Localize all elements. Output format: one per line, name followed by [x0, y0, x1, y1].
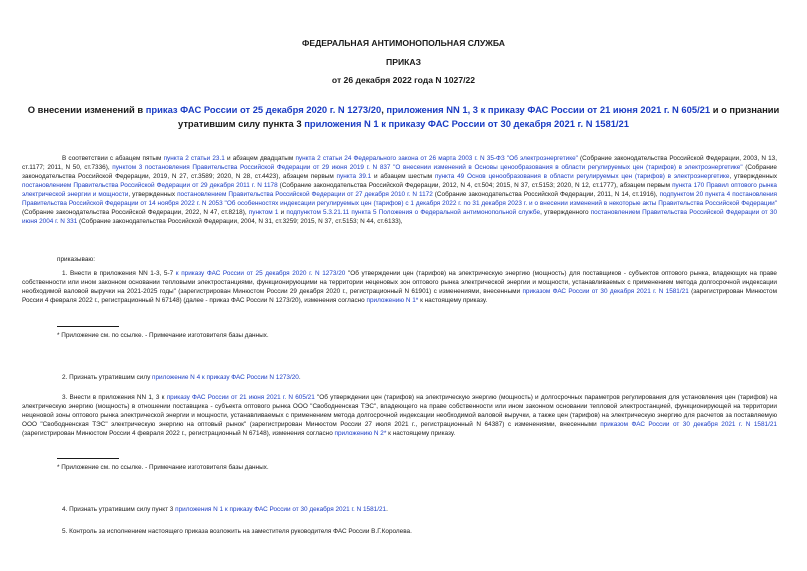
agency-heading: ФЕДЕРАЛЬНАЯ АНТИМОНОПОЛЬНАЯ СЛУЖБА	[302, 38, 505, 48]
preamble-link[interactable]: постановлением Правительства Российской Федерации от 27 декабря 2010 г. N 1172	[177, 191, 433, 198]
preamble-text: (Собрание законодательства Российской Федерации, 2022, N 47, ст.8218),	[22, 209, 249, 216]
preamble-text: (Собрание законодательства Российской Федерации, 2019, N 27, ст.3589; 2020, N 28, ст.4423), абзацем первым	[22, 164, 777, 180]
preamble-link[interactable]: постановлением Правительства Российской Федерации от 30 июня 2004 г. N 331	[22, 209, 778, 225]
item-text: к настоящему приказу.	[386, 430, 456, 437]
preamble-text: В соответствии с абзацем пятым	[62, 155, 164, 162]
title-link-order-1581[interactable]: приложения N 1 к приказу ФАС России от 30 декабря 2021 г. N 1581/21	[304, 118, 629, 129]
preamble-link[interactable]: подпунктом 20 пункта 4 постановления Правительства Российской Федерации от 14 ноября 2022 г. N 2053 "Об особенностях индексации регулируемых цен (тарифов) с 1 декабря 2022 г. по 31 декабря 2023 г. и о внесении изменений в некоторые акты Правительства Российской Федерации"	[22, 191, 777, 207]
item-1-link-order-1581[interactable]: приказом ФАС России от 30 декабря 2021 г. N 1581/21	[522, 288, 689, 295]
item-1-link-appendix-1[interactable]: приложению N 1*	[366, 297, 419, 304]
preamble-link[interactable]: пункта 2 статьи 24 Федерального закона от 26 марта 2003 г. N 35-ФЗ "Об электроэнергетике"	[295, 155, 578, 162]
item-3-link-order-1581[interactable]: приказом ФАС России от 30 декабря 2021 г. N 1581/21	[600, 421, 777, 428]
item-1-paragraph	[22, 269, 777, 305]
item-3-link-appendix-2[interactable]: приложению N 2*	[334, 430, 387, 437]
title-text: и о признании утратившим силу пункта 3	[178, 104, 780, 129]
preamble-paragraph	[22, 154, 777, 226]
preamble-text: (Собрание законодательства Российской Федерации, 2012, N 4, ст.504; 2015, N 37, ст.5153; 2020, N 12, ст.1777), абзацем первым	[277, 182, 673, 189]
title-text: ,	[381, 104, 387, 115]
item-text: 3. Внести в приложения NN 1, 3 к	[62, 394, 167, 401]
preamble-link[interactable]: пункта 170 Правил оптового рынка электрической энергии и мощности	[22, 182, 777, 198]
item-4-paragraph	[22, 505, 777, 514]
item-5-paragraph: 5. Контроль за исполнением настоящего приказа возложить на заместителя руководителя ФАС России В.Г.Королева.	[62, 528, 412, 535]
preamble-text: , утвержденного	[540, 209, 591, 216]
item-text: (зарегистрирован Минюстом России 4 февраля 2022 г., регистрационный N 67148), изменения согласно	[22, 430, 335, 437]
preamble-link[interactable]: пункта 2 статьи 23.1	[163, 155, 225, 162]
item-3-link-order-605[interactable]: приказу ФАС России от 21 июня 2021 г. N 605/21	[166, 394, 315, 401]
item-text: 1. Внести в приложения NN 1-3, 5-7	[62, 270, 176, 277]
title-link-order-1273[interactable]: приказ ФАС России от 25 декабря 2020 г. N 1273/20	[145, 104, 382, 115]
title-text: О внесении изменений в	[27, 104, 146, 115]
preamble-text: и абзацем двадцатым	[224, 155, 296, 162]
preamble-link[interactable]: пункта 49 Основ ценообразования в области регулируемых цен (тарифов) в электроэнергетике	[434, 173, 730, 180]
preamble-text: , утвержденных	[729, 173, 778, 180]
date-number-heading: от 26 декабря 2022 года N 1027/22	[331, 75, 476, 85]
item-2-link-appendix-4[interactable]: приложение N 4 к приказу ФАС России N 1273/20	[152, 374, 299, 381]
item-text: 4. Признать утратившим силу пункт 3	[62, 506, 176, 513]
preamble-link[interactable]: пунктом 1	[248, 209, 279, 216]
preamble-text: (Собрание законодательства Российской Федерации, 2003, N 13, ст.1177; 2011, N 50, ст.7336),	[22, 155, 777, 171]
item-3-paragraph	[22, 393, 777, 438]
item-1-link-order-1273[interactable]: к приказу ФАС России от 25 декабря 2020 г. N 1273/20	[175, 270, 346, 277]
preamble-link[interactable]: пунктом 3 постановления Правительства Российской Федерации от 29 июня 2019 г. N 837 "О внесении изменений в Основы ценообразования в области регулируемых цен (тарифов) в электроэнергетике"	[112, 164, 743, 171]
preamble-link[interactable]: пункта 39.1	[336, 173, 372, 180]
item-text: .	[386, 506, 388, 513]
item-text: 2. Признать утратившим силу	[62, 374, 153, 381]
document-title	[22, 103, 785, 131]
preamble-link[interactable]: постановлением Правительства Российской Федерации от 29 декабря 2011 г. N 1178	[22, 182, 278, 189]
document-type-heading: ПРИКАЗ	[386, 57, 421, 67]
preamble-text: и абзацем шестым	[371, 173, 435, 180]
preamble-text: (Собрание законодательства Российской Федерации, 2011, N 14, ст.1916),	[432, 191, 660, 198]
footnote-1: * Приложение см. по ссылке. - Примечание изготовителя базы данных.	[57, 332, 269, 339]
item-2-paragraph	[22, 373, 777, 382]
preamble-text: (Собрание законодательства Российской Федерации, 2004, N 31, ст.3259; 2015, N 37, ст.5153; N 44, ст.6133),	[77, 218, 403, 225]
item-4-link-order-1581[interactable]: приложения N 1 к приказу ФАС России от 30 декабря 2021 г. N 1581/21	[175, 506, 387, 513]
item-text: "Об утверждении цен (тарифов) на электрическую энергию (мощность) и долгосрочных параметров регулирования для установления цен (тарифов) на электрическую энергию (мощность) в отношении поставщика - субъекта оптового рынка ООО "Свободненская ТЭС", владеющего на праве собственности или ином законном основании тепловой электростанцией, функционирующей на территории неценовой зоны оптового рынка электрической энергии и мощности, устанавливаемых с применением метода долгосрочной индексации необходимой валовой выручки, а также цен (тарифов) на электрическую энергию для расчетов за поставляемую ООО "Свободненская ТЭС" электрическую энергию на оптовый рынок" (зарегистрирован Минюстом России 27 июля 2021 г., регистрационный N 64387) с изменениями, внесенными	[22, 394, 778, 428]
preamble-text: , утвержденных	[128, 191, 178, 198]
order-word: приказываю:	[57, 256, 95, 263]
footnote-divider	[57, 326, 119, 327]
preamble-link[interactable]: подпунктом 5.3.21.11 пункта 5 Положения о Федеральной антимонопольной службе	[286, 209, 541, 216]
item-text: "Об утверждении цен (тарифов) на электрическую энергию (мощность) для поставщиков - субъектов оптового рынка, владеющих на праве собственности или ином законном основании тепловыми электростанциями, функционирующими на территории неценовых зон оптового рынка электрической энергии и мощности, устанавливаемых с применением метода долгосрочной индексации необходимой валовой выручки на 2021-2025 годы" (зарегистрирован Минюстом России 29 декабря 2020 г., регистрационный N 61901) с изменениями, внесенными	[22, 270, 777, 295]
item-text: к настоящему приказу.	[418, 297, 488, 304]
item-text: (зарегистрирован Минюстом России 4 февраля 2022 г., регистрационный N 67148) (далее - приказ ФАС России N 1273/20), изменения согласно	[22, 288, 777, 304]
preamble-text: и	[278, 209, 287, 216]
footnote-divider	[57, 458, 119, 459]
item-text: .	[298, 374, 301, 381]
footnote-2: * Приложение см. по ссылке. - Примечание изготовителя базы данных.	[57, 464, 269, 471]
title-link-order-605[interactable]: приложения NN 1, 3 к приказу ФАС России от 21 июня 2021 г. N 605/21	[386, 104, 711, 115]
